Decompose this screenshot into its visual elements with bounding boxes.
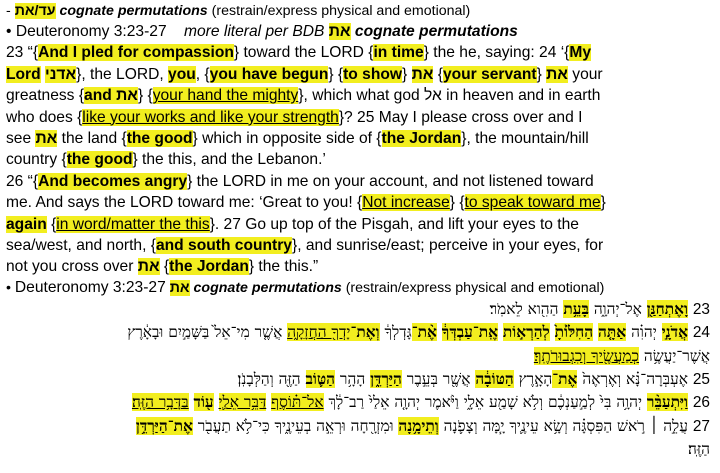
- text: } toward the LORD {: [233, 44, 374, 62]
- english-line-4: [6, 107, 714, 128]
- text: }: [536, 65, 547, 83]
- text: see: [6, 130, 36, 148]
- english-line-3: [6, 85, 714, 106]
- text: } which in opposite side of {: [192, 130, 382, 148]
- text: } {: [449, 194, 465, 212]
- text: [189, 393, 194, 411]
- hebrew-verse-24b: [6, 345, 714, 368]
- text: הָהָ֥ר: [335, 369, 371, 388]
- text: }. 27 Go up top of the Pisgah, and lift your eyes to the: [209, 215, 579, 233]
- highlight: הַטּוֹבָ֔ה: [475, 369, 514, 388]
- highlight: in time: [373, 44, 424, 62]
- english-line-7: [6, 171, 714, 192]
- section-title: cognate permutations: [193, 279, 342, 296]
- text: אֲשֶׁ֖ר בְּעֵ֣בֶר: [401, 369, 476, 388]
- verse-number: 23: [692, 300, 710, 318]
- text: } {: [137, 87, 153, 105]
- highlight-underline: כְמַעֲשֶׂ֖יךָ וְכִגְבוּרֹתֶֽךָ׃: [533, 347, 640, 366]
- highlight-underline: יָדְךָ֖ הַחֲזָקָ֑ה: [287, 323, 351, 342]
- highlight: אדני: [45, 65, 77, 83]
- reference-desc: more literal per BDB: [184, 23, 325, 40]
- highlight: את: [546, 65, 568, 83]
- highlight: את: [137, 258, 160, 276]
- text: הַזֶּ֖ה וְהַלְּבָנֹֽן׃: [237, 369, 306, 388]
- highlight: הַחִלּ֙וֹתָ֙: [554, 323, 594, 342]
- text: אֲשֶׁר־יַעֲשֶׂ֥ה: [639, 347, 710, 366]
- hebrew-word: עד/את: [14, 3, 56, 19]
- text: }, the mountain/hill: [461, 130, 589, 148]
- highlight: the Jordan: [169, 258, 249, 276]
- highlight: את: [35, 130, 58, 148]
- header-title: cognate permutations: [59, 3, 208, 19]
- text: הַזֶּֽה׃: [688, 440, 710, 459]
- highlight: בָּעֵ֥ת: [563, 299, 589, 318]
- dash: -: [6, 3, 11, 19]
- bullet: •: [6, 23, 12, 40]
- highlight: you: [168, 65, 196, 83]
- scripture-reference: Deuteronomy 3:23-27: [15, 23, 167, 40]
- highlight: אֶ֨ת־: [411, 323, 437, 342]
- text: אֲשֶׁ֤ר מִי־אֵל֙ בַּשָּׁמַ֣יִם וּבָאָ֔רֶץ: [127, 323, 288, 342]
- text: 23 “{: [6, 44, 39, 62]
- text: יְהוִ֗ה: [626, 323, 662, 342]
- text: } {: [328, 65, 344, 83]
- text: }: [600, 194, 606, 212]
- section-note: (restrain/express physical and emotional): [345, 279, 605, 296]
- text: me. And says the LORD toward me: ‘Great to you! {: [6, 194, 363, 212]
- highlight: הַטּ֛וֹב: [305, 369, 336, 388]
- text: }, which what god אל in heaven and in earth: [298, 87, 601, 105]
- text: your: [567, 65, 603, 83]
- text: אֶל־יְהוָ֑ה: [588, 299, 647, 318]
- highlight-underline: like your works and like your strength: [82, 108, 339, 126]
- english-line-11: [6, 256, 714, 277]
- bullet: •: [6, 279, 11, 296]
- section2-heading: [6, 278, 714, 298]
- hebrew-verse-27b: [6, 438, 714, 461]
- highlight: My: [569, 44, 592, 62]
- highlight: אֶת־: [552, 369, 578, 388]
- highlight: the Jordan: [381, 130, 462, 148]
- hebrew-verse-26: [6, 391, 714, 415]
- text: , {: [195, 65, 210, 83]
- text: [214, 393, 219, 411]
- header-note: (restrain/express physical and emotional): [211, 3, 471, 19]
- hebrew-verse-27a: [6, 415, 714, 439]
- highlight: אֶֽת־עַבְדְּךָ֔: [441, 323, 499, 342]
- highlight: And becomes angry: [38, 172, 188, 190]
- highlight: to show: [343, 65, 403, 83]
- section-title: cognate permutations: [354, 23, 518, 40]
- text: greatness {: [6, 87, 85, 105]
- text: } the this.”: [248, 258, 319, 276]
- highlight: לְהַרְא֣וֹת: [502, 323, 550, 342]
- highlight: again: [6, 215, 47, 233]
- verse-number: 24: [692, 324, 710, 342]
- text: אֶעְבְּרָה־נָּ֗א וְאֶרְאֶה֙: [577, 369, 688, 388]
- highlight: את: [411, 65, 434, 83]
- text: }, and sunrise/east; perceive in your eyes, for: [291, 237, 604, 255]
- highlight: וְאֶת־: [350, 323, 380, 342]
- english-line-10: [6, 235, 714, 256]
- highlight: and south country: [155, 237, 292, 255]
- highlight-underline: בַּדָּבָ֥ר הַזֶּֽה׃: [131, 393, 189, 412]
- hebrew-verse-25: [6, 368, 714, 392]
- text: sea/west, and north, {: [6, 237, 156, 255]
- highlight-underline: your hand the mighty: [152, 87, 299, 105]
- header-line: [6, 2, 714, 21]
- verse-number: 26: [692, 394, 710, 412]
- text: {: [46, 215, 57, 233]
- text: {: [433, 65, 443, 83]
- english-line-2: [6, 64, 714, 85]
- english-line-9: [6, 214, 714, 235]
- text: the land {: [57, 130, 127, 148]
- highlight-underline: in word/matter the this: [56, 215, 210, 233]
- highlight: you have begun: [209, 65, 329, 83]
- highlight-underline: אַל־תּ֗וֹסֶף: [271, 393, 324, 412]
- highlight: אַתָּ֤ה: [598, 323, 627, 342]
- highlight: הַיַּרְדֵּ֑ן: [370, 369, 402, 388]
- text: הָאָ֣רֶץ: [513, 369, 553, 388]
- hebrew-et: את: [169, 279, 190, 296]
- text: } the this, and the Lebanon.’: [132, 151, 326, 169]
- text: [550, 323, 555, 341]
- text: who does {: [6, 108, 83, 126]
- highlight-underline: Not increase: [362, 194, 450, 212]
- highlight: וְתֵימָ֥נָה: [398, 416, 439, 435]
- hebrew-verse-23: [6, 298, 714, 322]
- highlight: אֲדֹנָ֣י: [661, 323, 688, 342]
- hebrew-verse-24a: [6, 321, 714, 345]
- text: }, the LORD,: [76, 65, 169, 83]
- section1-heading: [6, 21, 714, 42]
- highlight: וַיִּתְעַבֵּ֨ר: [646, 393, 688, 412]
- text: הַהִ֖וא לֵאמֹֽר׃: [489, 299, 564, 318]
- scripture-reference: Deuteronomy 3:23-27: [14, 278, 166, 296]
- text: }? 25 May I please cross over and I: [338, 108, 583, 126]
- highlight: the good: [66, 151, 133, 169]
- verse-number: 27: [692, 417, 710, 435]
- english-line-8: [6, 192, 714, 213]
- english-line-5: [6, 128, 714, 149]
- text: 26 “{: [6, 172, 39, 190]
- text: }: [402, 65, 412, 83]
- text: not you cross over: [6, 258, 138, 276]
- text: } the LORD in me on your account, and not listened toward: [187, 172, 594, 190]
- text: country {: [6, 151, 67, 169]
- text: {: [159, 258, 170, 276]
- text: } the he, saying: 24 ‘{: [423, 44, 570, 62]
- highlight: And I pled for compassion: [38, 44, 234, 62]
- english-line-6: [6, 149, 714, 170]
- text: וּמִזְרָ֖חָה וּרְאֵ֣ה בְעֵינֶ֑יךָ כִּי־לֹ֥א תַעֲבֹ֖ר: [192, 416, 399, 435]
- hebrew-et: את: [328, 23, 351, 40]
- highlight: the good: [126, 130, 193, 148]
- highlight: וָאֶתְחַנַּ֖ן: [646, 299, 688, 318]
- highlight: ע֖וֹד: [193, 393, 214, 412]
- text: יְהוָ֥ה בִּי֙ לְמַ֣עַנְכֶ֔ם וְלֹ֥א שָׁמַ֖ע אֵלָ֑י וַיֹּ֨אמֶר יְהוָ֤ה אֵלַי֙ רַב־לָ֔ךְ: [323, 393, 647, 412]
- text: עֲלֵ֣ה ׀ רֹ֣אשׁ הַפִּסְגָּ֗ה וְשָׂ֥א עֵינֶ֛יךָ יָ֧מָּה וְצָפֹ֛נָה: [438, 416, 688, 435]
- highlight: and את: [84, 87, 138, 105]
- verse-number: 25: [692, 370, 710, 388]
- highlight: אֶת־הַיַּרְדֵּ֥ן: [135, 416, 193, 435]
- english-line-1: [6, 42, 714, 63]
- highlight-underline: דַּבֵּ֥ר אֵלַ֛י: [218, 393, 267, 412]
- text: גָּדְלְךָ֔: [379, 323, 412, 342]
- highlight: your servant: [442, 65, 537, 83]
- highlight: Lord: [6, 65, 41, 83]
- highlight-underline: to speak toward me: [464, 194, 601, 212]
